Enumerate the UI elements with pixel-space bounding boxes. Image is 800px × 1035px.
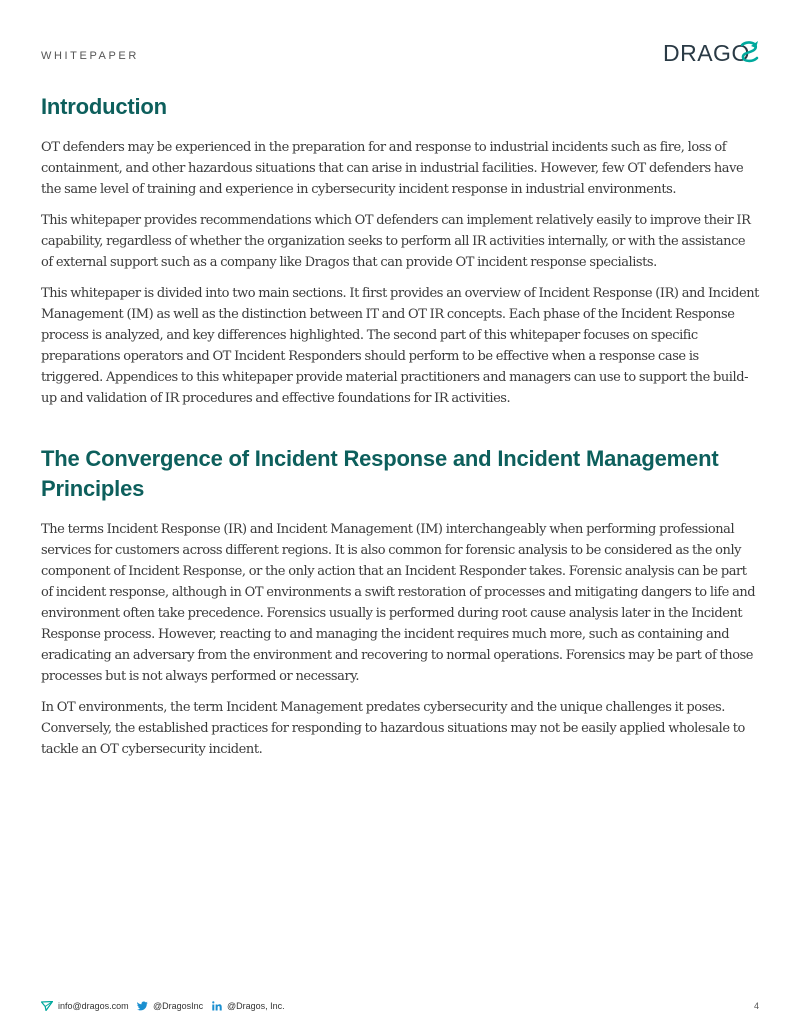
- twitter-bird-icon: [137, 1001, 148, 1011]
- introduction-paragraph-3: This whitepaper is divided into two main sections. It first provides an overview of Incident Response (IR) and Incident Management (IM) as well as the distinction between IT and OT IR concepts. Each phase of the Incident Response process is analyzed, and key differences highlighted. The second part of this whitepaper focuses on specific preparations operators and OT Incident Responders should perform to be effective when a response case is triggered. Appendices to this whitepaper provide material practitioners and managers can use to support the build-up and validation of IR procedures and effective foundations for IR activities.: [41, 286, 759, 406]
- dragos-logo: [663, 39, 763, 65]
- footer-linkedin-text[interactable]: @Dragos, Inc.: [227, 1001, 285, 1011]
- footer-email[interactable]: [41, 1001, 129, 1011]
- introduction-paragraph-2: This whitepaper provides recommendations which OT defenders can implement relatively easily to improve their IR capability, regardless of whether the organization seeks to perform all IR activities internally, or with the assistance of external support such as a company like Dragos that can provide OT incident response specialists.: [41, 213, 751, 270]
- paper-plane-icon: [41, 1001, 53, 1011]
- convergence-paragraph-2: In OT environments, the term Incident Management predates cybersecurity and the unique challenges it poses. Conversely, the established practices for responding to hazardous situations may not be easily applied wholesale to tackle an OT cybersecurity incident.: [41, 700, 745, 757]
- footer-linkedin[interactable]: [212, 1001, 285, 1011]
- dragos-logo-icon: [663, 39, 763, 65]
- dragos-logo-wordmark: DRAGO: [663, 40, 750, 65]
- introduction-heading: Introduction: [41, 94, 167, 119]
- footer-twitter[interactable]: [137, 1001, 203, 1011]
- convergence-paragraph-1: The terms Incident Response (IR) and Incident Management (IM) interchangeably when performing professional services for customers across different regions. It is also common for forensic analysis to be considered as the only component of Incident Response, or the only action that an Incident Responder takes. Forensic analysis can be part of incident response, although in OT environments a swift restoration of processes and mitigating dangers to life and environment often take precedence. Forensics usually is performed during root cause analysis later in the Incident Response process. However, reacting to and managing the incident requires much more, such as containing and eradicating an adversary from the environment and recovering to normal operations. Forensics may be part of those processes but is not always performed or necessary.: [41, 522, 756, 684]
- page-number: 4: [753, 1001, 759, 1011]
- introduction-paragraph-1: OT defenders may be experienced in the preparation for and response to industrial incidents such as fire, loss of containment, and other hazardous situations that can arise in industrial facilities. However, few OT defenders have the same level of training and experience in cybersecurity incident response in industrial environments.: [41, 140, 744, 197]
- footer-twitter-text[interactable]: @DragosInc: [153, 1001, 204, 1011]
- page-footer: [41, 1001, 759, 1015]
- linkedin-icon: [212, 1001, 222, 1011]
- document-type-label: WHITEPAPER: [41, 50, 139, 62]
- convergence-heading: The Convergence of Incident Response and Incident Management Principles: [41, 446, 719, 501]
- main-content: [41, 92, 759, 760]
- footer-email-text[interactable]: info@dragos.com: [58, 1001, 129, 1011]
